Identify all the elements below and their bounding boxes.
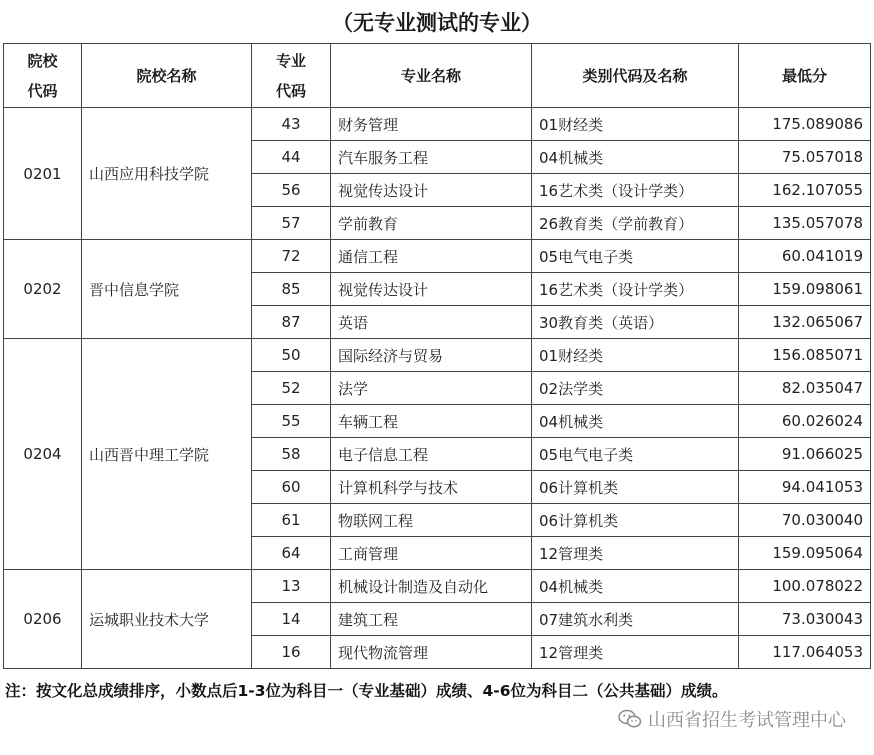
min-score-cell: 75.057018 <box>739 141 871 174</box>
category-cell: 04机械类 <box>532 141 739 174</box>
major-code-cell: 44 <box>252 141 331 174</box>
school-code-cell: 0201 <box>4 108 82 240</box>
major-name-cell: 电子信息工程 <box>331 438 532 471</box>
header-min-score: 最低分 <box>739 44 871 108</box>
category-cell: 04机械类 <box>532 405 739 438</box>
category-cell: 16艺术类（设计学类） <box>532 273 739 306</box>
category-cell: 26教育类（学前教育） <box>532 207 739 240</box>
min-score-cell: 159.095064 <box>739 537 871 570</box>
major-name-cell: 视觉传达设计 <box>331 174 532 207</box>
table-row <box>4 240 871 273</box>
table-row <box>4 108 871 141</box>
category-cell: 07建筑水利类 <box>532 603 739 636</box>
min-score-cell: 82.035047 <box>739 372 871 405</box>
major-code-cell: 14 <box>252 603 331 636</box>
category-cell: 06计算机类 <box>532 471 739 504</box>
major-name-cell: 车辆工程 <box>331 405 532 438</box>
header-major-name: 专业名称 <box>331 44 532 108</box>
min-score-cell: 60.041019 <box>739 240 871 273</box>
school-name-cell: 山西晋中理工学院 <box>82 339 252 570</box>
header-category: 类别代码及名称 <box>532 44 739 108</box>
major-name-cell: 工商管理 <box>331 537 532 570</box>
min-score-cell: 60.026024 <box>739 405 871 438</box>
major-code-cell: 60 <box>252 471 331 504</box>
major-code-cell: 57 <box>252 207 331 240</box>
table-row <box>4 339 871 372</box>
major-name-cell: 通信工程 <box>331 240 532 273</box>
table-row <box>4 570 871 603</box>
min-score-cell: 94.041053 <box>739 471 871 504</box>
header-major-code: 专业 代码 <box>252 44 331 108</box>
major-name-cell: 法学 <box>331 372 532 405</box>
school-name-cell: 运城职业技术大学 <box>82 570 252 669</box>
major-name-cell: 英语 <box>331 306 532 339</box>
min-score-cell: 70.030040 <box>739 504 871 537</box>
min-score-cell: 159.098061 <box>739 273 871 306</box>
major-name-cell: 财务管理 <box>331 108 532 141</box>
school-name-cell: 晋中信息学院 <box>82 240 252 339</box>
header-school-name: 院校名称 <box>82 44 252 108</box>
major-code-cell: 13 <box>252 570 331 603</box>
category-cell: 01财经类 <box>532 339 739 372</box>
min-score-cell: 117.064053 <box>739 636 871 669</box>
min-score-cell: 73.030043 <box>739 603 871 636</box>
category-cell: 05电气电子类 <box>532 240 739 273</box>
major-name-cell: 机械设计制造及自动化 <box>331 570 532 603</box>
major-name-cell: 建筑工程 <box>331 603 532 636</box>
min-score-cell: 162.107055 <box>739 174 871 207</box>
major-name-cell: 学前教育 <box>331 207 532 240</box>
category-cell: 12管理类 <box>532 537 739 570</box>
major-name-cell: 计算机科学与技术 <box>331 471 532 504</box>
major-code-cell: 85 <box>252 273 331 306</box>
major-code-cell: 43 <box>252 108 331 141</box>
table-body <box>4 108 871 669</box>
major-name-cell: 国际经济与贸易 <box>331 339 532 372</box>
category-cell: 02法学类 <box>532 372 739 405</box>
school-code-cell: 0204 <box>4 339 82 570</box>
min-score-cell: 100.078022 <box>739 570 871 603</box>
watermark-text: 山西省招生考试管理中心 <box>648 710 846 731</box>
category-cell: 01财经类 <box>532 108 739 141</box>
category-cell: 06计算机类 <box>532 504 739 537</box>
major-code-cell: 64 <box>252 537 331 570</box>
min-score-cell: 175.089086 <box>739 108 871 141</box>
major-code-cell: 61 <box>252 504 331 537</box>
school-code-cell: 0202 <box>4 240 82 339</box>
major-name-cell: 视觉传达设计 <box>331 273 532 306</box>
header-school-code: 院校 代码 <box>4 44 82 108</box>
wechat-icon <box>618 709 642 729</box>
category-cell: 04机械类 <box>532 570 739 603</box>
school-name-cell: 山西应用科技学院 <box>82 108 252 240</box>
page-title: （无专业测试的专业） <box>332 11 542 35</box>
min-score-cell: 132.065067 <box>739 306 871 339</box>
major-name-cell: 物联网工程 <box>331 504 532 537</box>
major-code-cell: 72 <box>252 240 331 273</box>
category-cell: 16艺术类（设计学类） <box>532 174 739 207</box>
major-code-cell: 87 <box>252 306 331 339</box>
category-cell: 05电气电子类 <box>532 438 739 471</box>
major-code-cell: 52 <box>252 372 331 405</box>
admission-score-table <box>3 43 871 669</box>
major-code-cell: 56 <box>252 174 331 207</box>
min-score-cell: 91.066025 <box>739 438 871 471</box>
min-score-cell: 135.057078 <box>739 207 871 240</box>
school-code-cell: 0206 <box>4 570 82 669</box>
major-name-cell: 现代物流管理 <box>331 636 532 669</box>
category-cell: 30教育类（英语） <box>532 306 739 339</box>
watermark <box>618 706 846 732</box>
footnote: 注：按文化总成绩排序，小数点后1-3位为科目一（专业基础）成绩、4-6位为科目二（公共基础）成绩。 <box>5 682 728 700</box>
major-code-cell: 55 <box>252 405 331 438</box>
major-code-cell: 58 <box>252 438 331 471</box>
major-code-cell: 16 <box>252 636 331 669</box>
major-code-cell: 50 <box>252 339 331 372</box>
min-score-cell: 156.085071 <box>739 339 871 372</box>
major-name-cell: 汽车服务工程 <box>331 141 532 174</box>
category-cell: 12管理类 <box>532 636 739 669</box>
table-header <box>4 44 871 108</box>
